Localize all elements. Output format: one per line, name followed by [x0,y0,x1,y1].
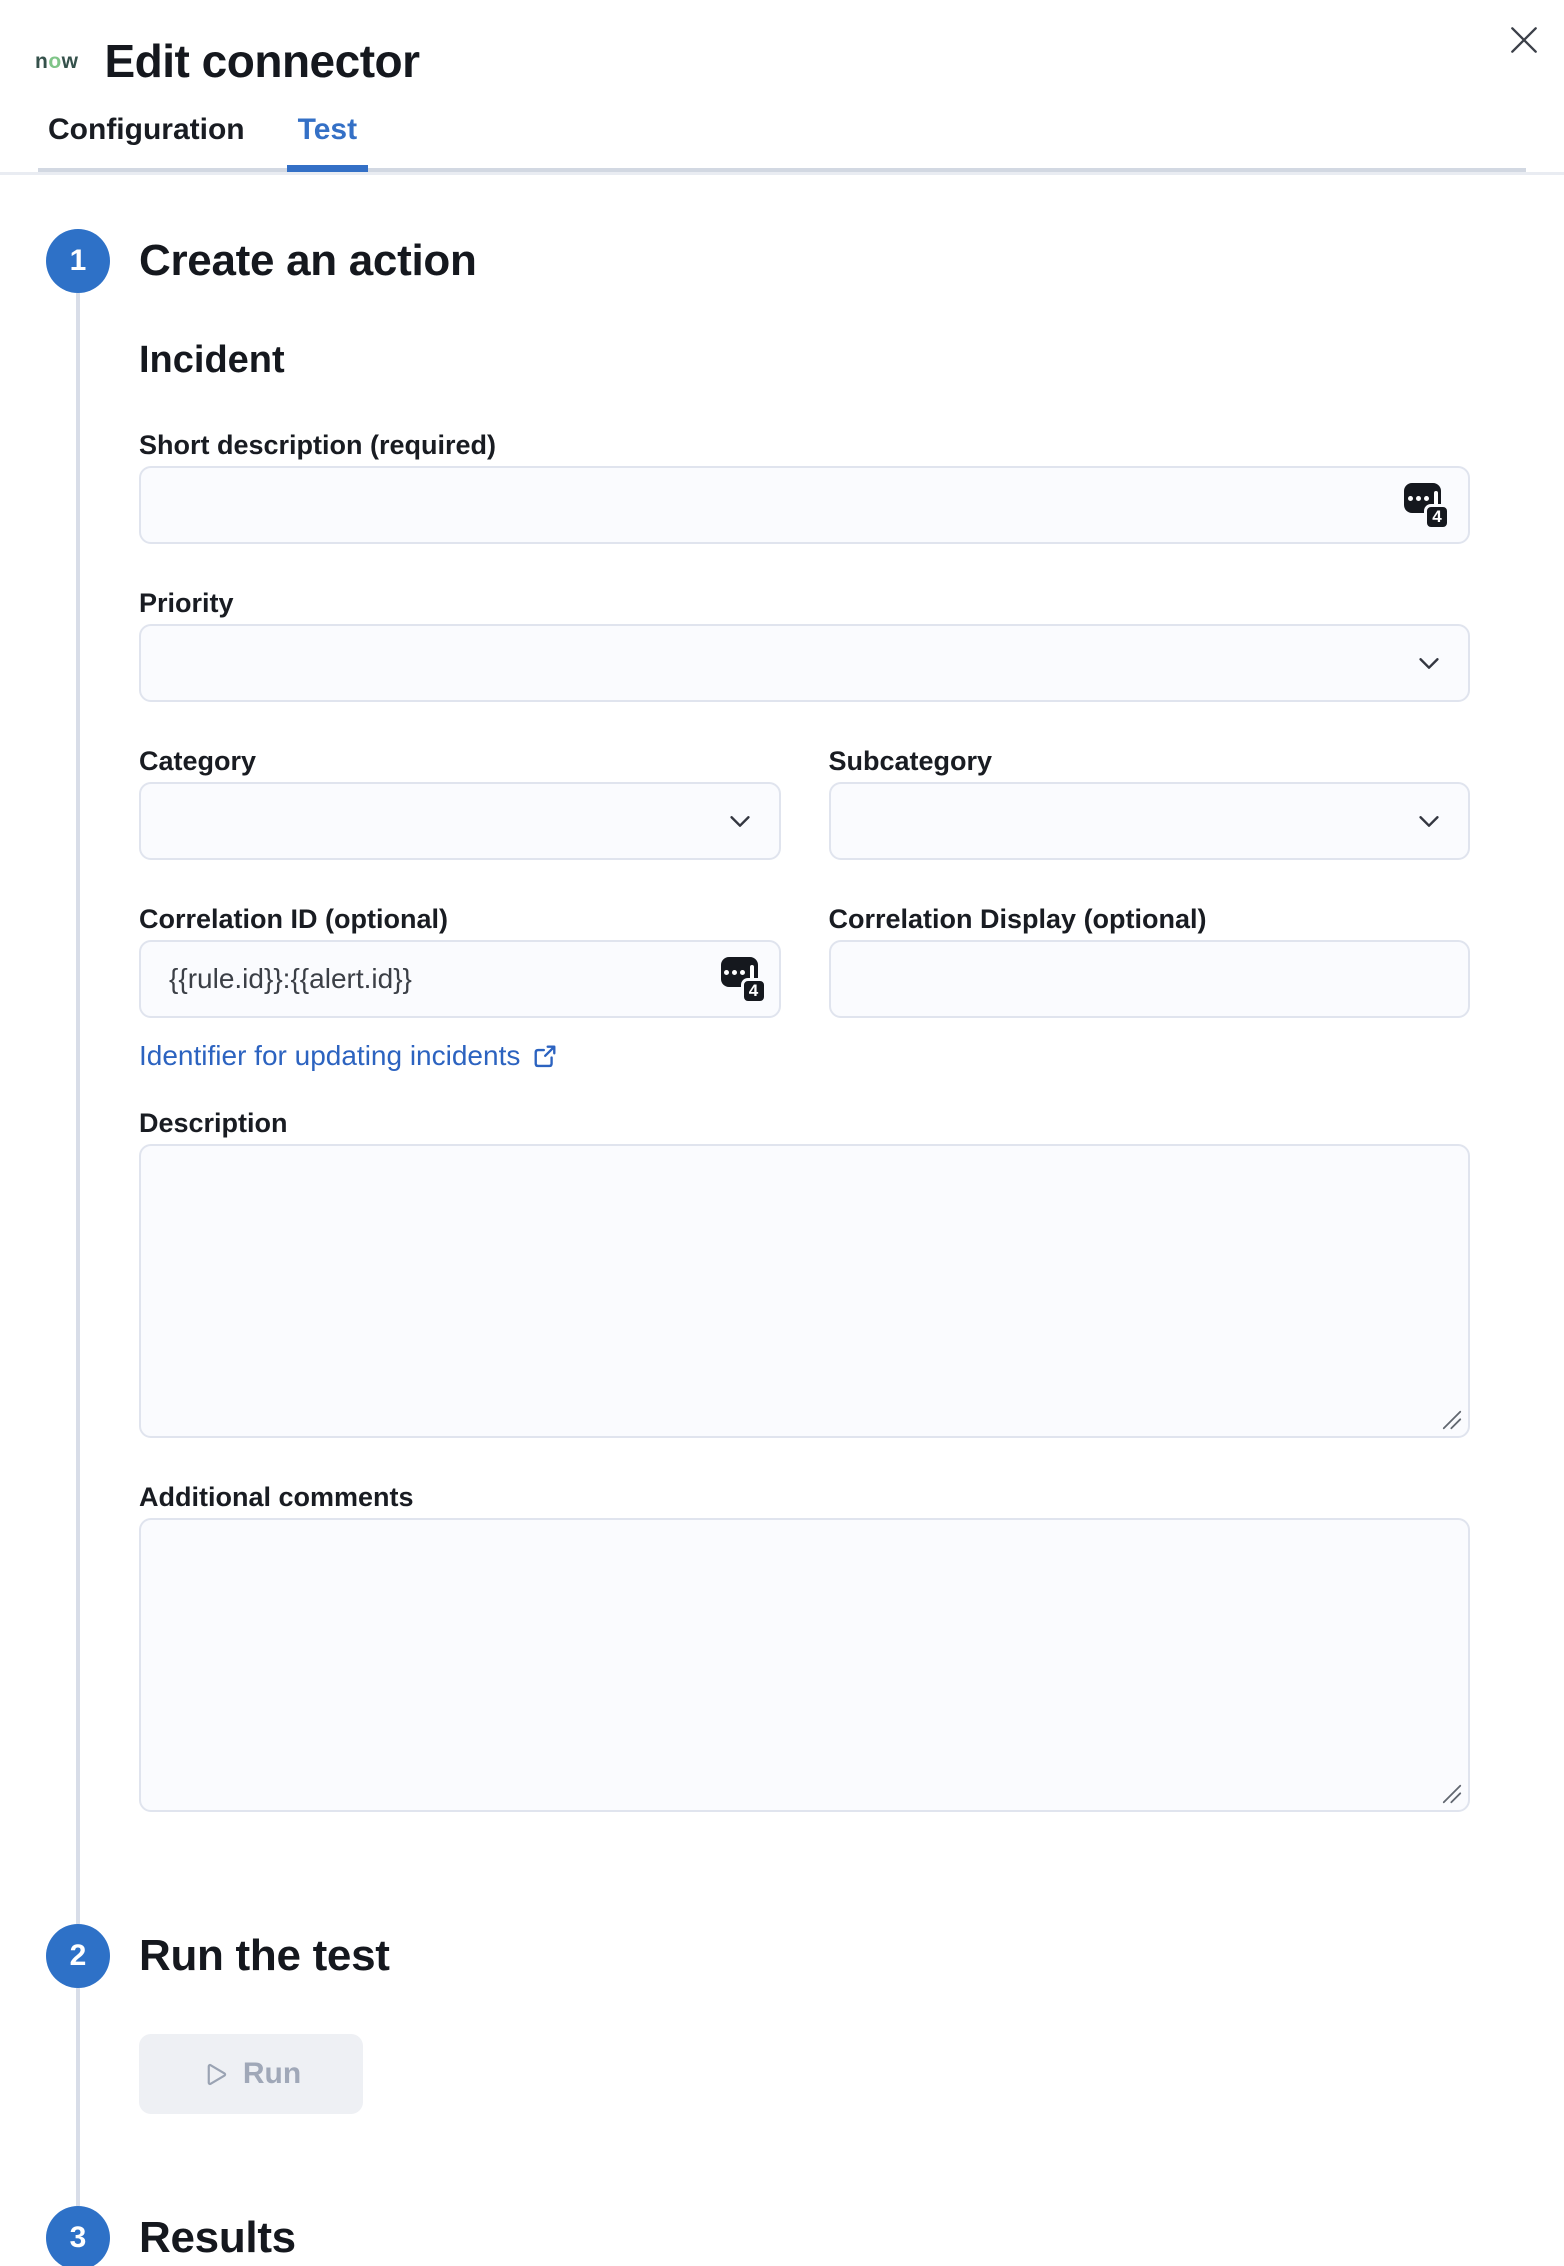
add-variable-icon[interactable] [1404,480,1450,530]
step-3-title: Results [139,2213,296,2262]
correlation-id-input[interactable] [139,940,781,1018]
subcategory-label: Subcategory [828,746,993,776]
correlation-id-field [139,904,781,1072]
step-1-title: Create an action [139,236,477,285]
link-label: Identifier for updating incidents [139,1040,521,1071]
close-icon [1507,23,1541,57]
category-row [139,746,1470,860]
description-textarea[interactable] [139,1144,1470,1438]
correlation-row [139,904,1470,1072]
short-description-input[interactable] [139,466,1470,544]
additional-comments-field [139,1482,1470,1812]
title-row [35,34,1524,88]
variables-count-badge: 4 [741,978,767,1004]
step-results [0,2206,1564,2266]
tab-test[interactable]: Test [287,112,368,168]
subcategory-select[interactable] [829,782,1471,860]
priority-select[interactable] [139,624,1470,702]
flyout-body [0,175,1564,2266]
close-button[interactable] [1500,16,1548,64]
additional-comments-textarea[interactable] [139,1518,1470,1812]
step-2-title: Run the test [139,1931,390,1980]
tab-configuration[interactable]: Configuration [48,113,245,146]
priority-field [139,588,1470,702]
chevron-down-icon [1414,806,1444,836]
step-run-test [0,1924,1564,2206]
correlation-display-label: Correlation Display (optional) [828,904,1207,934]
description-field [139,1108,1470,1438]
external-link-icon [531,1043,558,1070]
correlation-display-field [829,904,1471,1072]
category-select[interactable] [139,782,781,860]
step-1-badge: 1 [46,229,110,293]
category-label: Category [139,746,257,776]
additional-comments-label: Additional comments [139,1482,414,1512]
step-3-badge: 3 [46,2206,110,2266]
servicenow-logo: now [35,49,79,73]
description-label: Description [139,1108,288,1138]
priority-label: Priority [139,588,234,618]
incident-form-title: Incident [139,339,285,381]
variables-count-badge: 4 [1424,504,1450,530]
flyout-header [0,0,1564,168]
step-2-badge: 2 [46,1924,110,1988]
step-create-action [0,229,1564,1924]
subcategory-field [829,746,1471,860]
play-icon [201,2061,228,2088]
category-field [139,746,781,860]
short-description-field [139,430,1470,544]
correlation-display-input[interactable] [829,940,1471,1018]
identifier-updating-incidents-link[interactable] [139,1040,558,1072]
chevron-down-icon [725,806,755,836]
run-button-label: Run [242,2057,302,2090]
page-title: Edit connector [104,35,420,87]
add-variable-icon[interactable] [721,954,767,1004]
chevron-down-icon [1414,648,1444,678]
run-button[interactable] [139,2034,363,2114]
short-description-label: Short description (required) [139,430,497,460]
correlation-id-label: Correlation ID (optional) [139,904,448,934]
tab-bar [35,112,1524,168]
